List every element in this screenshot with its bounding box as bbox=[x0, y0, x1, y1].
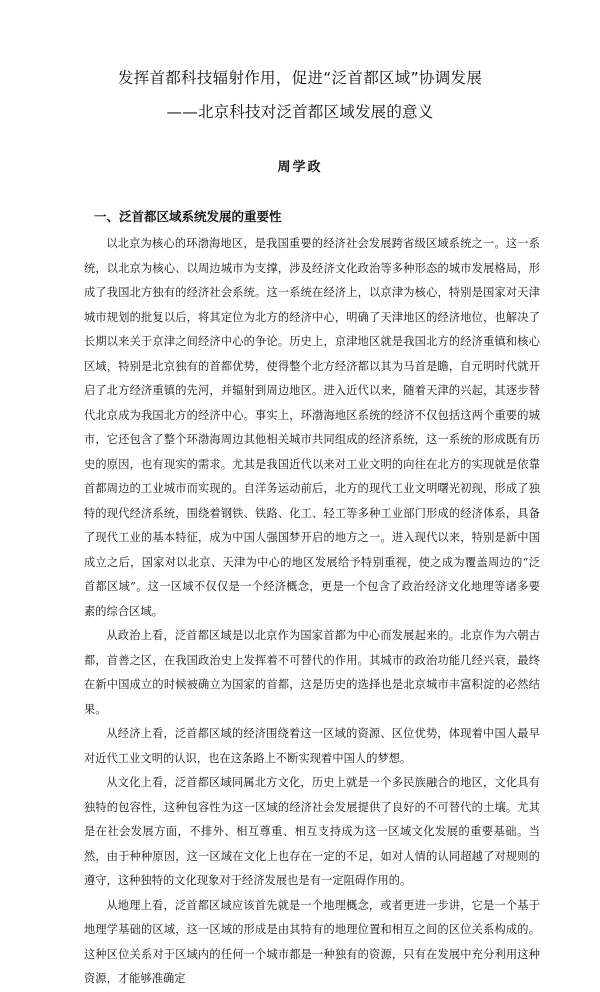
paragraph: 以北京为核心的环渤海地区，是我国重要的经济社会发展跨省级区域系统之一。这一系统，以北京为核心、以周边城市为支撑，涉及经济文化政治等多种形态的城市发展格局，形成了我国北方独有的经济社会系统。这一系统在经济上，以京津为核心，特别是国家对天津城市规划的批复以后，将其定位为北方的经济中心，明确了天津地区的经济地位，也解决了长期以来关于京津之间经济中心的争论。历史上，京津地区就是我国北方的经济重镇和核心区域，特别是北京独有的首都优势，使得整个北方经济都以其为马首是瞻，自元明时代就开启了北方经济重镇的先河，并辐射到周边地区。进入近代以来，随着天津的兴起，其逐步替代北京成为我国北方的经济中心。事实上，环渤海地区系统的经济不仅包括这两个重要的城市，它还包含了整个环渤海周边其他相关城市共同组成的经济系统，这一系统的形成既有历史的原因，也有现实的需求。尤其是我国近代以来对工业文明的向往在北方的实现就是依靠首都周边的工业城市而实现的。自洋务运动前后，北方的现代工业文明曙光初现，形成了独特的现代经济系统，围绕着钢铁、铁路、化工、轻工等多种工业部门形成的经济体系，具备了现代工业的基本特征，成为中国人强国梦开启的地方之一。进入现代以来，特别是新中国成立之后，国家对以北京、天津为中心的地区发展给予特别重视，使之成为覆盖周边的“泛首都区域”。这一区域不仅仅是一个经济概念，更是一个包含了政治经济文化地理等诸多要素的综合区域。 bbox=[84, 237, 540, 618]
paragraph: 从文化上看，泛首都区域同属北方文化，历史上就是一个多民族融合的地区，文化具有独特的包容性，这种包容性为这一区域的经济社会发展提供了良好的不可替代的土壤。尤其是在社会发展方面，不排外、相互尊重、相互支持成为这一区域文化发展的重要基础。当然，由于种种原因，这一区域在文化上也存在一定的不足，如对人情的认同超越了对规则的遵守，这种独特的文化现象对于经济发展也是有一定阻碍作用的。 bbox=[84, 776, 540, 887]
article-body bbox=[84, 232, 540, 992]
paragraph: 从经济上看，泛首都区域的经济围绕着这一区域的资源、区位优势，体现着中国人最早对近代工业文明的认识，也在这条路上不断实现着中国人的梦想。 bbox=[84, 727, 540, 765]
article-title: 发挥首都科技辐射作用，促进“泛首都区域”协调发展 bbox=[117, 69, 483, 87]
author-name: 周学政 bbox=[277, 160, 323, 175]
paragraph: 从政治上看，泛首都区域是以北京作为国家首都为中心而发展起来的。北京作为六朝古都，首善之区，在我国政治史上发挥着不可替代的作用。其城市的政治功能几经兴衰，最终在新中国成立的时候被确立为国家的首都，这是历史的选择也是北京城市丰富积淀的必然结果。 bbox=[84, 629, 540, 716]
article-subtitle: ——北京科技对泛首都区域发展的意义 bbox=[166, 103, 434, 121]
section-heading: 一、泛首都区域系统发展的重要性 bbox=[94, 209, 282, 224]
paragraph: 从地理上看，泛首都区域应该首先就是一个地理概念，或者更进一步讲，它是一个基于地理学基础的区域，这一区域的形成是由其特有的地理位置和相互之间的区位关系构成的。这种区位关系对于区域内的任何一个城市都是一种独有的资源，只有在发展中充分利用这种资源，才能够准确定 bbox=[84, 898, 540, 985]
